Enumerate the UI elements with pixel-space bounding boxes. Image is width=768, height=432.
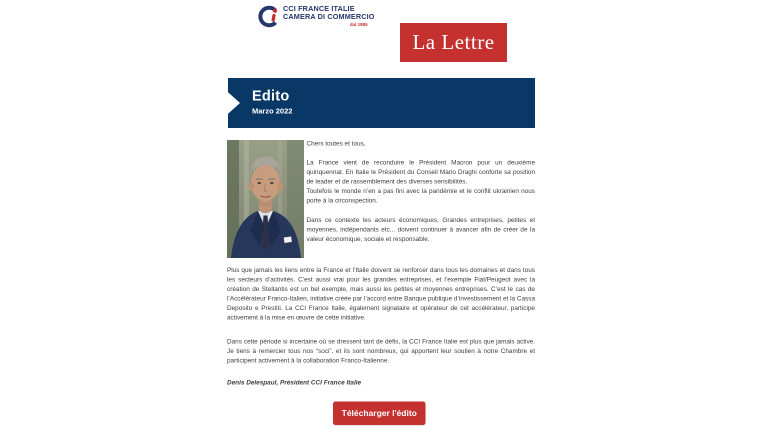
edito-intro-text xyxy=(307,139,536,244)
download-edito-button[interactable]: Télécharger l'édito xyxy=(333,402,426,426)
greeting: Chers toutes et tous, xyxy=(306,139,366,147)
intro-paragraph: La France vient de reconduire le Président Macron pour un deuxième quinquennat. En Italie le Président du Conseil Mario Draghi conforte sa position de leader et de rassemblement des diverses sensibilités. xyxy=(306,158,535,186)
logo-since: dal 1885 xyxy=(349,22,368,27)
body-paragraph: Dans cette période si incertaine où se dressent tant de défis, la CCI France Italie est plus que jamais active. Je tiens à remercier tous nos “soci”, et ils sont nombreux, qui apportent leur soutien à notre Chambre et participent activement à la collaboration Franco-Italienne. xyxy=(227,337,535,364)
edito-banner xyxy=(228,78,535,128)
masthead xyxy=(400,23,507,62)
banner-title: Edito xyxy=(252,88,290,104)
banner-subtitle: Marzo 2022 xyxy=(252,107,293,116)
logo-line1: CCI FRANCE ITALIE xyxy=(283,5,355,13)
ribbon-arrow-icon xyxy=(225,90,240,117)
intro-paragraph: Toutefois le monde n’en a pas fini avec la pandémie et le conflit ukrainien nous porte à la circonspection. xyxy=(306,187,535,205)
masthead-title: La Lettre xyxy=(412,31,495,54)
logo-line2: CAMERA DI COMMERCIO xyxy=(283,13,375,21)
edito-body-text xyxy=(227,265,535,386)
body-paragraph: Plus que jamais les liens entre la France et l’Italie doivent se renforcer dans tous les domaines et dans tous les secteurs d’activités. C’est aussi vrai pour les grandes entreprises, et l’exemple Fiat/Peugeot avec la création de Stellantis est un bel exemple, mais aussi les petites et moyennes entreprises. C’est le cas de l’Accélérateur Franco-Italien, initiative créée par l’accord entre Banque publique d’investissement et la Cassa Deposito e Prestiti. La CCI France Italie, également signataire et opérateur de cet accélérateur, participe activement à la mise en œuvre de cette initiative. xyxy=(227,266,535,322)
president-portrait-photo xyxy=(227,140,304,258)
signature: Denis Delespaul, Président CCI France Italie xyxy=(227,378,362,386)
intro-paragraph: Dans ce contexte les acteurs économiques, Grandes entreprises, petites et moyennes, indépendants etc... doivent continuer à avancer afin de créer de la valeur économique, sociale et responsable. xyxy=(306,215,535,243)
cci-logo[interactable] xyxy=(257,5,375,28)
cci-monogram-icon xyxy=(257,5,280,28)
